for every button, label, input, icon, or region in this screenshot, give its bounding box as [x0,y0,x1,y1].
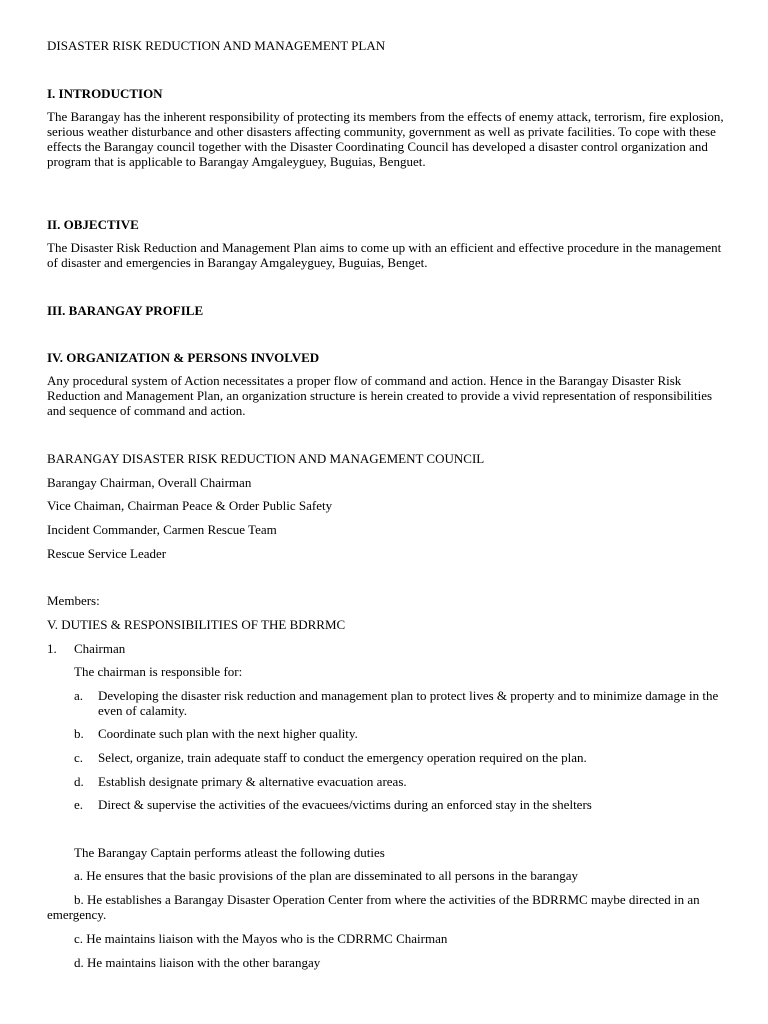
council-line: Rescue Service Leader [47,546,167,561]
organization-heading: IV. ORGANIZATION & PERSONS INVOLVED [47,350,320,365]
introduction-body: The Barangay has the inherent responsibility of protecting its members from the effects of enemy attack, terrorism, fire explosion, serious weather disturbance and other disasters affecting community, government as well as private facilities. To cope with these effects the Barangay council together with the Disaster Coordinating Council has developed a disaster control organization and program that is applicable to Barangay Amgaleyguey, Buguias, Benguet. [47,109,724,169]
introduction-heading: I. INTRODUCTION [47,86,163,101]
captain-duty: d. He maintains liaison with the other barangay [74,955,321,970]
members-label: Members: [47,593,100,608]
duties-heading: V. DUTIES & RESPONSIBILITIES OF THE BDRRMC [47,617,346,632]
captain-duty: c. He maintains liaison with the Mayos who is the CDRRMC Chairman [74,931,448,946]
list-item: Developing the disaster risk reduction and management plan to protect lives & property and to minimize damage in the even of calamity. [98,688,719,718]
objective-body: The Disaster Risk Reduction and Management Plan aims to come up with an efficient and effective procedure in the management of disaster and emergencies in Barangay Amgaleyguey, Buguias, Benget. [47,240,722,270]
list-letter: e. [74,797,84,812]
list-letter: a. [74,688,84,703]
list-item: Direct & supervise the activities of the evacuees/victims during an enforced stay in the shelters [98,797,592,812]
item-title: Chairman [74,641,126,656]
captain-intro: The Barangay Captain performs atleast the following duties [74,845,385,860]
council-line: Incident Commander, Carmen Rescue Team [47,522,277,537]
council-heading: BARANGAY DISASTER RISK REDUCTION AND MANAGEMENT COUNCIL [47,451,485,466]
document-title: DISASTER RISK REDUCTION AND MANAGEMENT PLAN [47,38,386,53]
council-line: Vice Chaiman, Chairman Peace & Order Public Safety [47,498,333,513]
list-letter: d. [74,774,84,789]
list-item: Establish designate primary & alternative evacuation areas. [98,774,407,789]
captain-duty: b. He establishes a Barangay Disaster Operation Center from where the activities of the BDRRMC maybe directed in an emergency. [47,892,700,922]
objective-heading: II. OBJECTIVE [47,217,139,232]
list-letter: c. [74,750,84,765]
organization-body: Any procedural system of Action necessitates a proper flow of command and action. Hence in the Barangay Disaster Risk Reduction and Management Plan, an organization structure is herein created to provide a vivid representation of responsibilities and sequence of command and action. [47,373,713,418]
council-line: Barangay Chairman, Overall Chairman [47,475,252,490]
list-letter: b. [74,726,84,741]
list-item: Select, organize, train adequate staff to conduct the emergency operation required on the plan. [98,750,587,765]
captain-duty: a. He ensures that the basic provisions of the plan are disseminated to all persons in the barangay [74,868,578,883]
chairman-intro: The chairman is responsible for: [74,664,243,679]
profile-heading: III. BARANGAY PROFILE [47,303,204,318]
list-item: Coordinate such plan with the next higher quality. [98,726,358,741]
item-number: 1. [47,641,57,656]
